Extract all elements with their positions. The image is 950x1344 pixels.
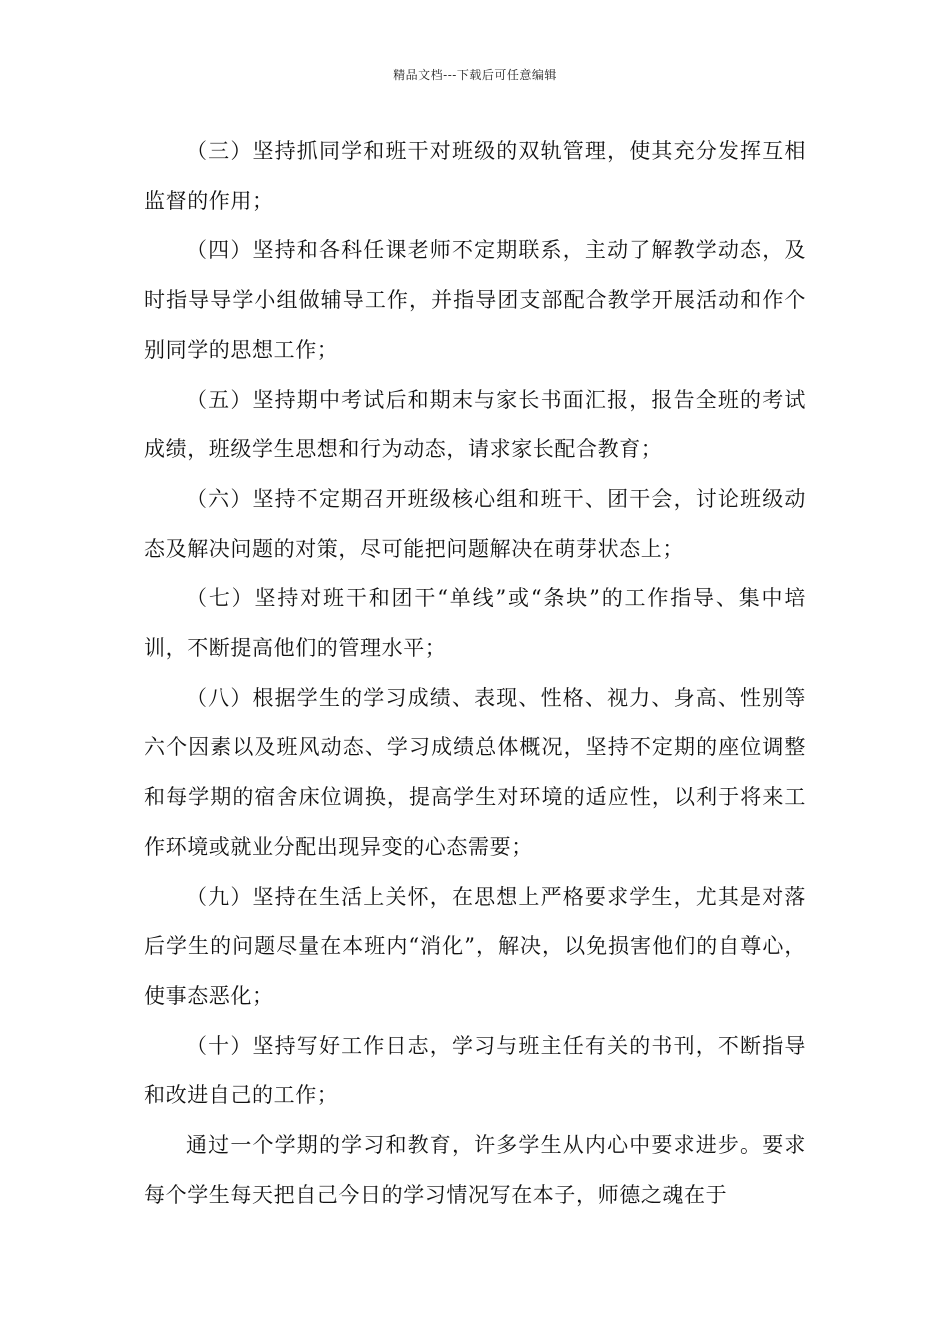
paragraph-item-3: （三）坚持抓同学和班干对班级的双轨管理，使其充分发挥互相监督的作用； xyxy=(144,139,806,213)
paragraph-item-8: （八）根据学生的学习成绩、表现、性格、视力、身高、性别等六个因素以及班风动态、学习成绩总体概况，坚持不定期的座位调整和每学期的宿舍床位调换，提高学生对环境的适应性，以利于将来工作环境或就业分配出现异变的心态需要； xyxy=(144,685,806,859)
document-body xyxy=(144,127,806,1220)
paragraph-summary: 通过一个学期的学习和教育，许多学生从内心中要求进步。要求每个学生每天把自己今日的学习情况写在本子，师德之魂在于 xyxy=(144,1133,806,1207)
paragraph-item-4: （四）坚持和各科任课老师不定期联系，主动了解教学动态，及时指导导学小组做辅导工作，并指导团支部配合教学开展活动和作个别同学的思想工作； xyxy=(144,238,806,362)
paragraph-item-5: （五）坚持期中考试后和期末与家长书面汇报，报告全班的考试成绩，班级学生思想和行为动态，请求家长配合教育； xyxy=(144,387,806,462)
paragraph-item-10: （十）坚持写好工作日志，学习与班主任有关的书刊，不断指导和改进自己的工作； xyxy=(144,1033,806,1108)
paragraph-item-7: （七）坚持对班干和团干“单线”或“条块”的工作指导、集中培训，不断提高他们的管理水平； xyxy=(144,586,806,661)
paragraph-item-9: （九）坚持在生活上关怀，在思想上严格要求学生，尤其是对落后学生的问题尽量在本班内“消化”，解决，以免损害他们的自尊心，使事态恶化； xyxy=(144,884,806,1008)
page-header: 精品文档---下载后可任意编辑 xyxy=(393,68,557,82)
paragraph-item-6: （六）坚持不定期召开班级核心组和班干、团干会，讨论班级动态及解决问题的对策，尽可能把问题解决在萌芽状态上； xyxy=(144,486,806,561)
